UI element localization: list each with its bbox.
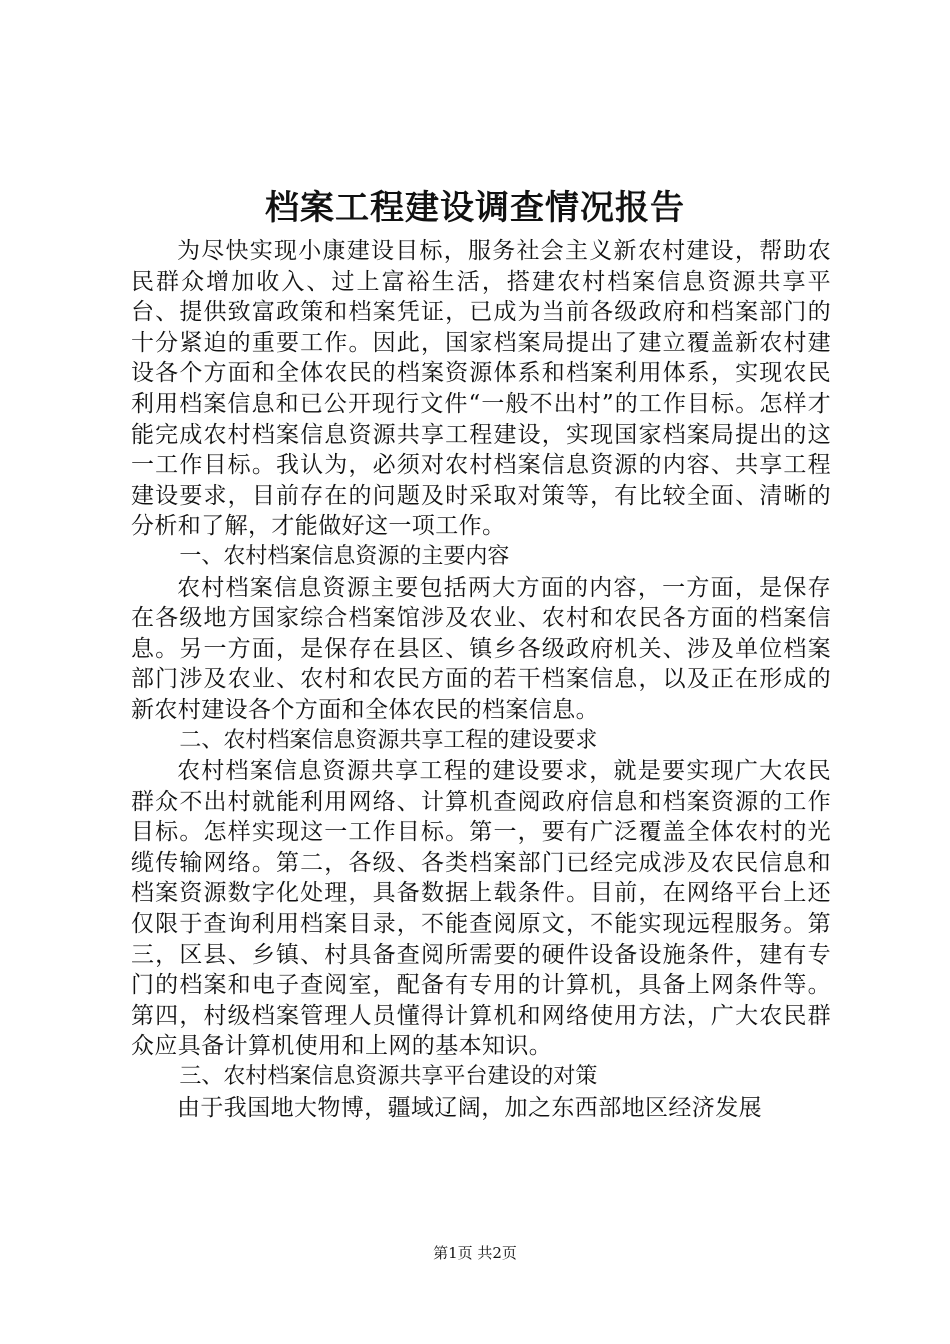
document-body (131, 236, 831, 1123)
intro-paragraph: 为尽快实现小康建设目标，服务社会主义新农村建设，帮助农民群众增加收入、过上富裕生活，搭建农村档案信息资源共享平台、提供致富政策和档案凭证，已成为当前各级政府和档案部门的十分紧迫的重要工作。因此，国家档案局提出了建立覆盖新农村建设各个方面和全体农民的档案资源体系和档案利用体系，实现农民利用档案信息和已公开现行文件“一般不出村”的工作目标。怎样才能完成农村档案信息资源共享工程建设，实现国家档案局提出的这一工作目标。我认为，必须对农村档案信息资源的内容、共享工程建设要求，目前存在的问题及时采取对策等，有比较全面、清晰的分析和了解，才能做好这一项工作。 (131, 238, 831, 540)
section-1-heading: 一、农村档案信息资源的主要内容 (179, 543, 510, 569)
section-2-paragraph: 农村档案信息资源共享工程的建设要求，就是要实现广大农民群众不出村就能利用网络、计算机查阅政府信息和档案资源的工作目标。怎样实现这一工作目标。第一，要有广泛覆盖全体农村的光缆传输网络。第二，各级、各类档案部门已经完成涉及农民信息和档案资源数字化处理，具备数据上载条件。目前，在网络平台上还仅限于查询利用档案目录，不能查阅原文，不能实现远程服务。第三，区县、乡镇、村具备查阅所需要的硬件设备设施条件，建有专门的档案和电子查阅室，配备有专用的计算机，具备上网条件等。第四，村级档案管理人员懂得计算机和网络使用方法，广大农民群众应具备计算机使用和上网的基本知识。 (131, 758, 831, 1060)
section-3-heading: 三、农村档案信息资源共享平台建设的对策 (179, 1064, 598, 1090)
section-1-paragraph: 农村档案信息资源主要包括两大方面的内容，一方面，是保存在各级地方国家综合档案馆涉及农业、农村和农民各方面的档案信息。另一方面，是保存在县区、镇乡各级政府机关、涉及单位档案部门涉及农业、农村和农民方面的若干档案信息，以及正在形成的新农村建设各个方面和全体农民的档案信息。 (131, 574, 831, 723)
page-footer: 第1页 共2页 (433, 1244, 517, 1262)
section-2-heading: 二、农村档案信息资源共享工程的建设要求 (179, 727, 598, 753)
document-title: 档案工程建设调查情况报告 (265, 188, 685, 228)
section-3-paragraph: 由于我国地大物博，疆域辽阔，加之东西部地区经济发展 (177, 1094, 762, 1121)
